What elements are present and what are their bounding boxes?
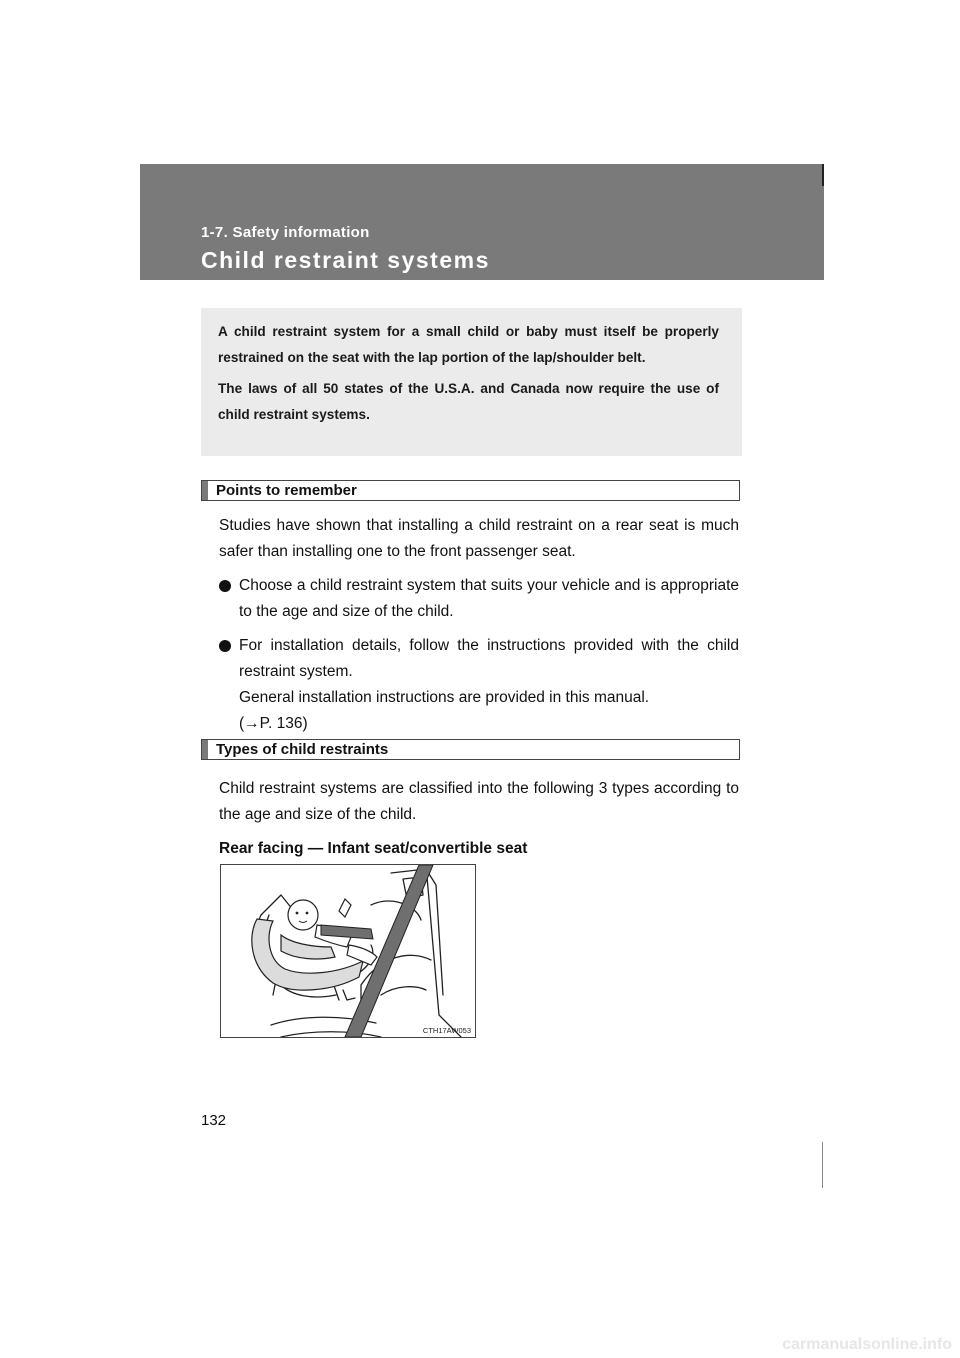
bullet-dot-icon bbox=[219, 640, 231, 652]
watermark: carmanualsonline.info bbox=[782, 1336, 952, 1353]
page-title: Child restraint systems bbox=[201, 247, 490, 273]
subheading-points bbox=[201, 480, 740, 501]
types-body bbox=[219, 776, 739, 862]
bullet-dot-icon bbox=[219, 580, 231, 592]
intro-paragraph-1: A child restraint system for a small child or baby must itself be properly restrained on the seat with the lap portion of the lap/shoulder belt. bbox=[218, 324, 719, 365]
thumb-index-tick bbox=[822, 1142, 823, 1188]
header-edge-tick bbox=[822, 164, 824, 186]
infant-seat-illustration bbox=[220, 864, 476, 1038]
page-number: 132 bbox=[201, 1112, 227, 1129]
intro-box bbox=[201, 308, 742, 456]
subheading-bar bbox=[202, 481, 208, 500]
subheading-types-text: Types of child restraints bbox=[216, 741, 389, 758]
subheading-bar bbox=[202, 740, 208, 759]
bullet-subtext: General installation instructions are provided in this manual. bbox=[239, 689, 650, 706]
bullet-text: For installation details, follow the instructions provided with the child restraint system. bbox=[239, 637, 739, 680]
subheading-points-text: Points to remember bbox=[216, 482, 357, 499]
section-label: 1-7. Safety information bbox=[201, 224, 370, 241]
points-body bbox=[219, 513, 739, 737]
rear-facing-label: Rear facing — Infant seat/convertible seat bbox=[219, 840, 528, 857]
bullet-item bbox=[219, 573, 739, 625]
points-paragraph: Studies have shown that installing a child restraint on a rear seat is much safer than installing one to the front passenger seat. bbox=[219, 517, 739, 560]
page-reference: (→P. 136) bbox=[239, 715, 308, 732]
bullet-item bbox=[219, 633, 739, 737]
intro-paragraph-2: The laws of all 50 states of the U.S.A. and Canada now require the use of child restraint systems. bbox=[218, 381, 719, 422]
figure-code: CTH17AW053 bbox=[422, 1026, 471, 1035]
bullet-text: Choose a child restraint system that suits your vehicle and is appropriate to the age and size of the child. bbox=[239, 577, 739, 620]
infant-seat-drawing bbox=[221, 865, 475, 1037]
types-paragraph: Child restraint systems are classified into the following 3 types according to the age and size of the child. bbox=[219, 780, 739, 823]
subheading-types bbox=[201, 739, 740, 760]
